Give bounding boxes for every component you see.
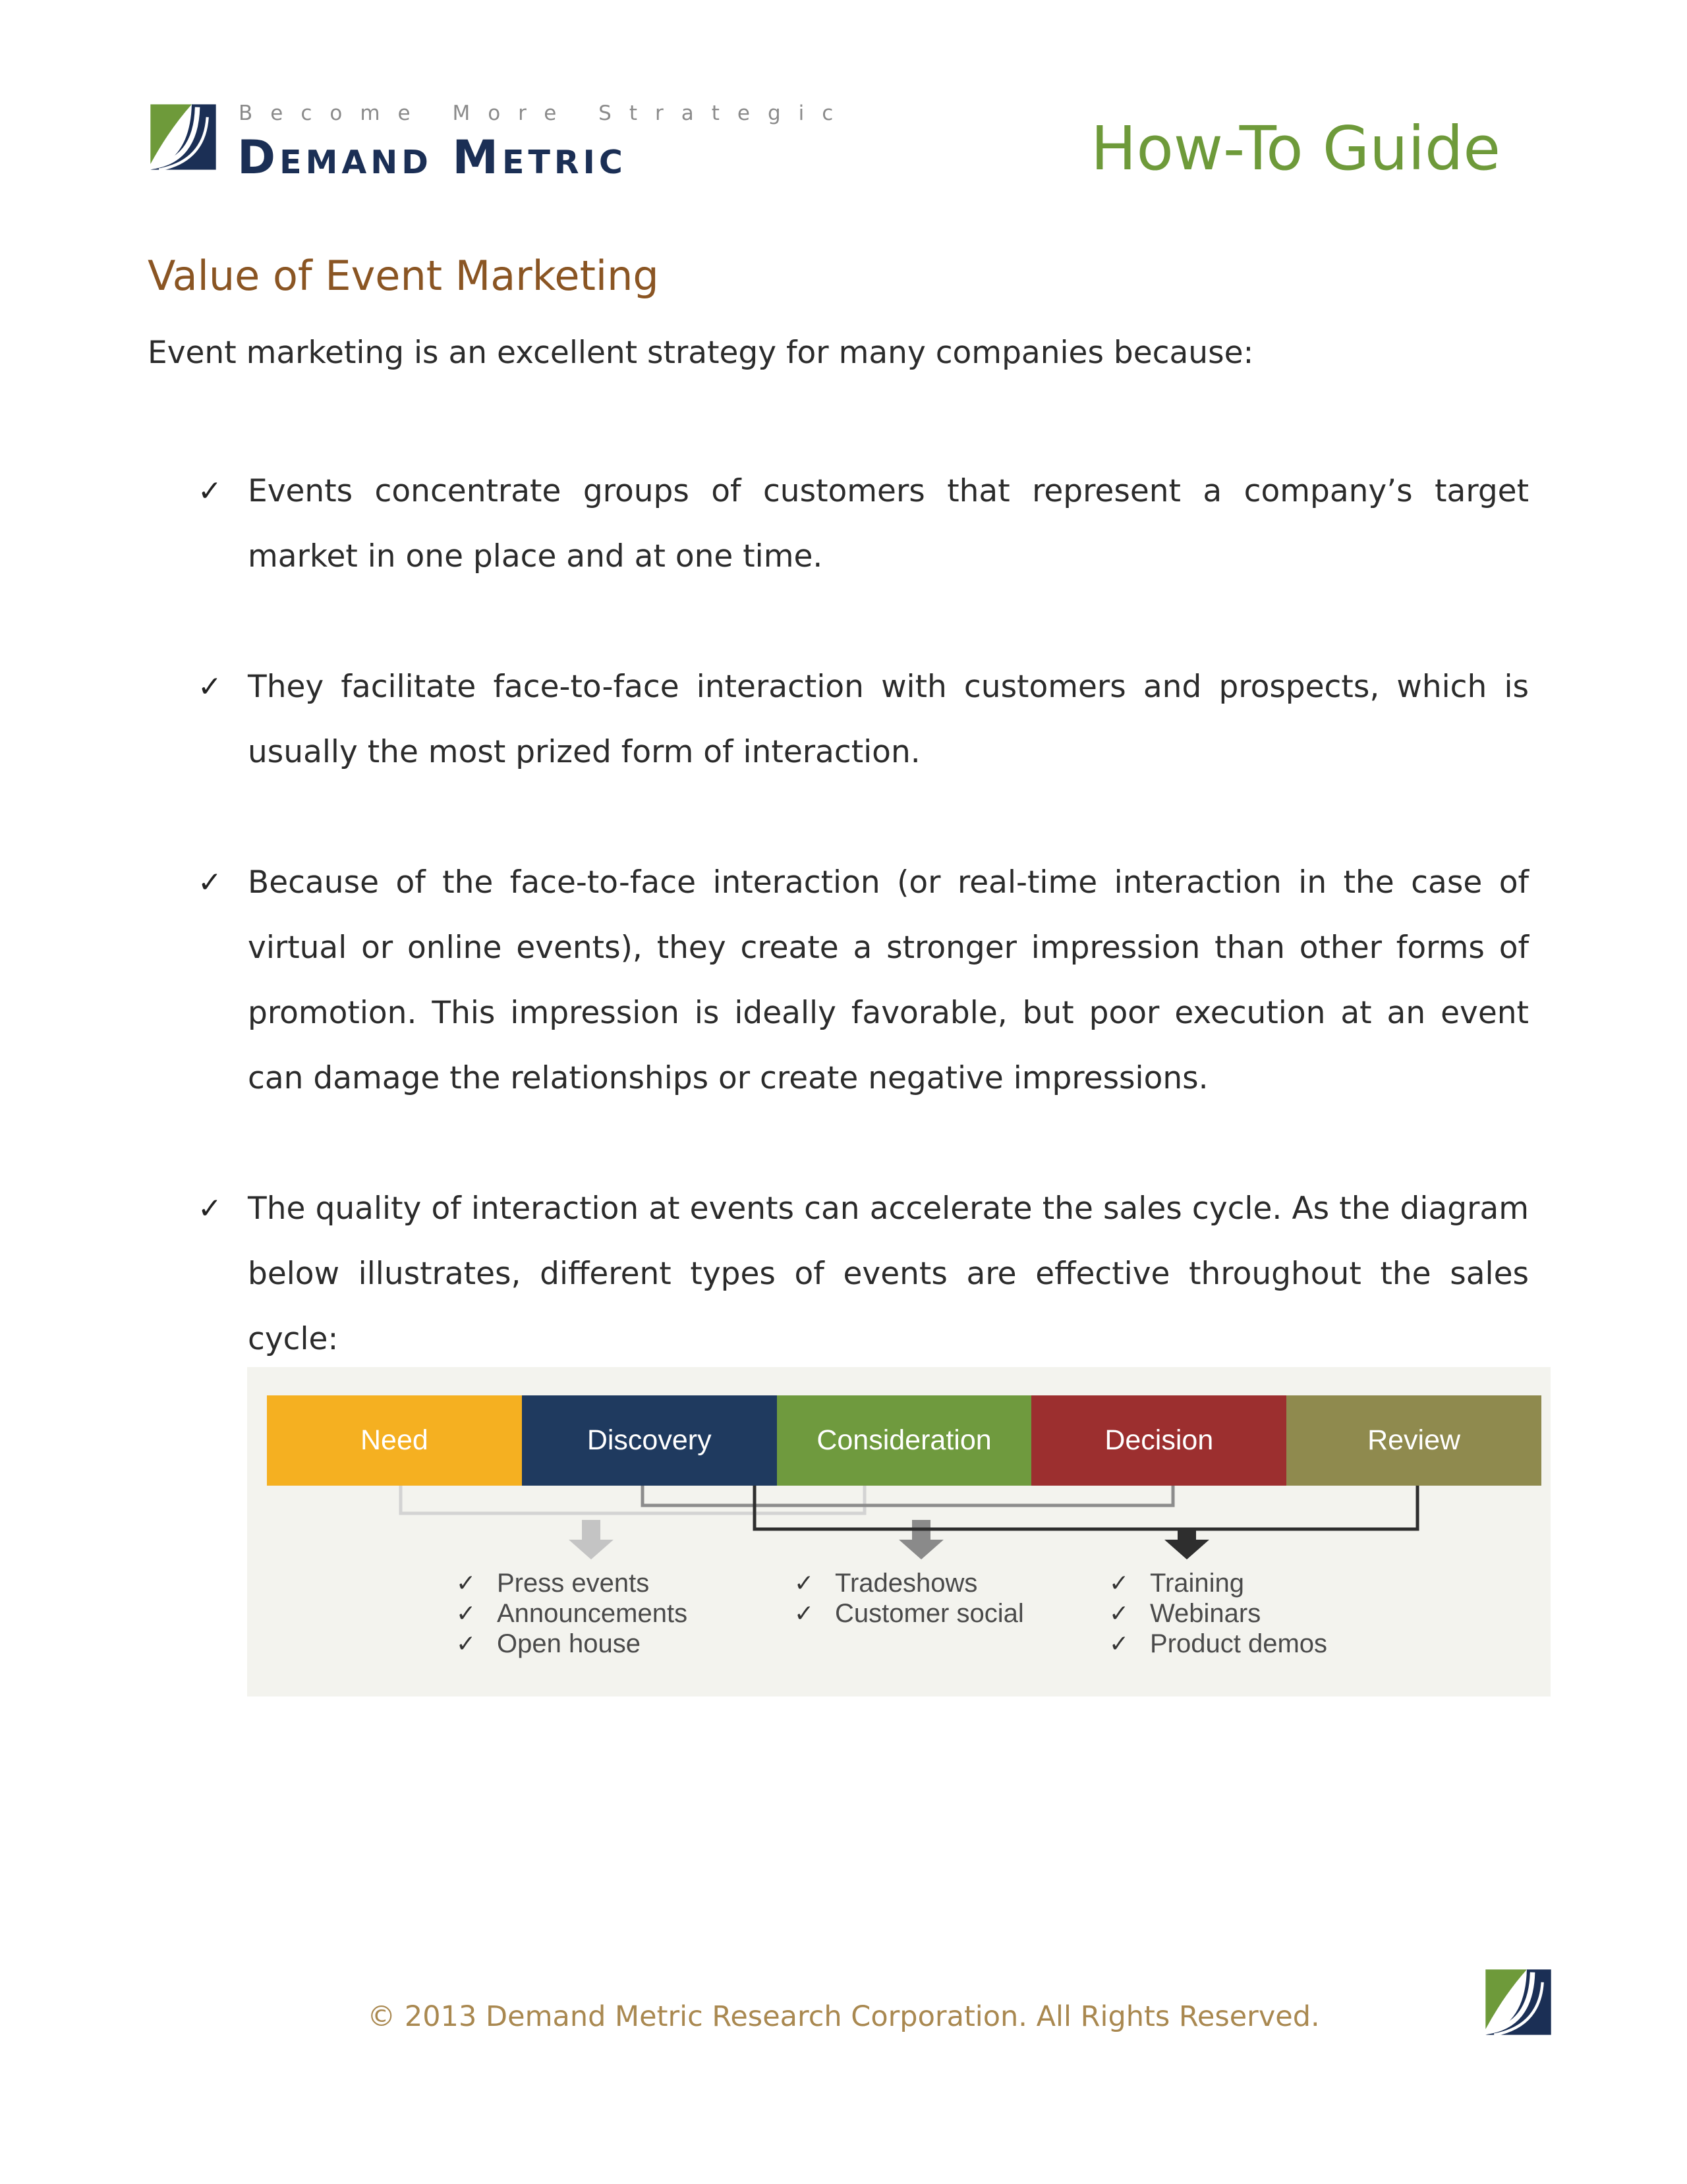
benefit-text: They facilitate face-to-face interaction with customers and prospects, which is usually the most prized form of interaction. (248, 669, 1529, 770)
event-group-early (456, 1568, 687, 1659)
checkmark-icon: ✓ (198, 866, 222, 899)
benefit-text: Because of the face-to-face interaction (or real-time interaction in the case of virtual or online events), they create a stronger impression than other forms of promotion. This impression is ideally favorable, but poor execution at an event can damage the relationships or create negative impressions. (248, 864, 1529, 1096)
stage-decision: Decision (1031, 1395, 1286, 1486)
checkmark-icon: ✓ (794, 1600, 815, 1627)
benefit-item (198, 654, 1529, 785)
checkmark-icon: ✓ (456, 1630, 476, 1657)
benefit-text: The quality of interaction at events can accelerate the sales cycle. As the diagram below illustrates, different types of events are effective throughout the sales cycle: (248, 1190, 1529, 1357)
arrow-down-icon (899, 1520, 944, 1559)
benefit-list (198, 459, 1529, 1437)
sales-cycle-diagram (247, 1367, 1551, 1696)
benefit-item (198, 459, 1529, 589)
stage-review: Review (1286, 1395, 1541, 1486)
bracket-late (755, 1486, 1417, 1529)
stage-connectors (247, 1367, 1551, 1696)
checkmark-icon: ✓ (198, 474, 222, 508)
checkmark-icon: ✓ (1109, 1600, 1129, 1627)
event-group-middle (794, 1568, 1024, 1629)
section-heading: Value of Event Marketing (148, 252, 659, 300)
event-type: ✓ Tradeshows (794, 1569, 978, 1598)
event-type: ✓ Training (1109, 1569, 1245, 1598)
event-type: ✓ Webinars (1109, 1599, 1261, 1628)
stage-need: Need (267, 1395, 522, 1486)
checkmark-icon: ✓ (456, 1569, 476, 1596)
stage-discovery: Discovery (522, 1395, 777, 1486)
demand-metric-logo-icon (1483, 1967, 1554, 2038)
benefit-item (198, 850, 1529, 1111)
guide-title: How-To Guide (1091, 113, 1501, 184)
event-type: ✓ Announcements (456, 1599, 688, 1628)
event-type: ✓ Open house (456, 1629, 641, 1658)
event-type: ✓ Press events (456, 1569, 650, 1598)
bracket-early (401, 1486, 865, 1513)
bracket-middle (643, 1486, 1173, 1505)
checkmark-icon: ✓ (1109, 1630, 1129, 1657)
stage-consideration: Consideration (777, 1395, 1032, 1486)
checkmark-icon: ✓ (198, 1192, 222, 1225)
copyright-footer: © 2013 Demand Metric Research Corporation. All Rights Reserved. (367, 2000, 1320, 2033)
benefit-item (198, 1176, 1529, 1372)
event-group-late (1109, 1568, 1327, 1659)
event-type: ✓ Customer social (794, 1599, 1024, 1628)
arrow-down-icon (1164, 1529, 1209, 1559)
intro-text: Event marketing is an excellent strategy for many companies because: (148, 335, 1254, 371)
demand-metric-logo-icon (148, 101, 219, 173)
brand-tagline: Become More Strategic (239, 101, 851, 125)
brand-logo (148, 99, 851, 184)
brand-name: Demand Metric (237, 130, 627, 184)
checkmark-icon: ✓ (198, 670, 222, 704)
arrow-down-icon (569, 1520, 614, 1559)
benefit-text: Events concentrate groups of customers that represent a company’s target market in one place and at one time. (248, 473, 1529, 574)
event-type: ✓ Product demos (1109, 1629, 1328, 1658)
checkmark-icon: ✓ (1109, 1569, 1129, 1596)
checkmark-icon: ✓ (794, 1569, 815, 1596)
checkmark-icon: ✓ (456, 1600, 476, 1627)
